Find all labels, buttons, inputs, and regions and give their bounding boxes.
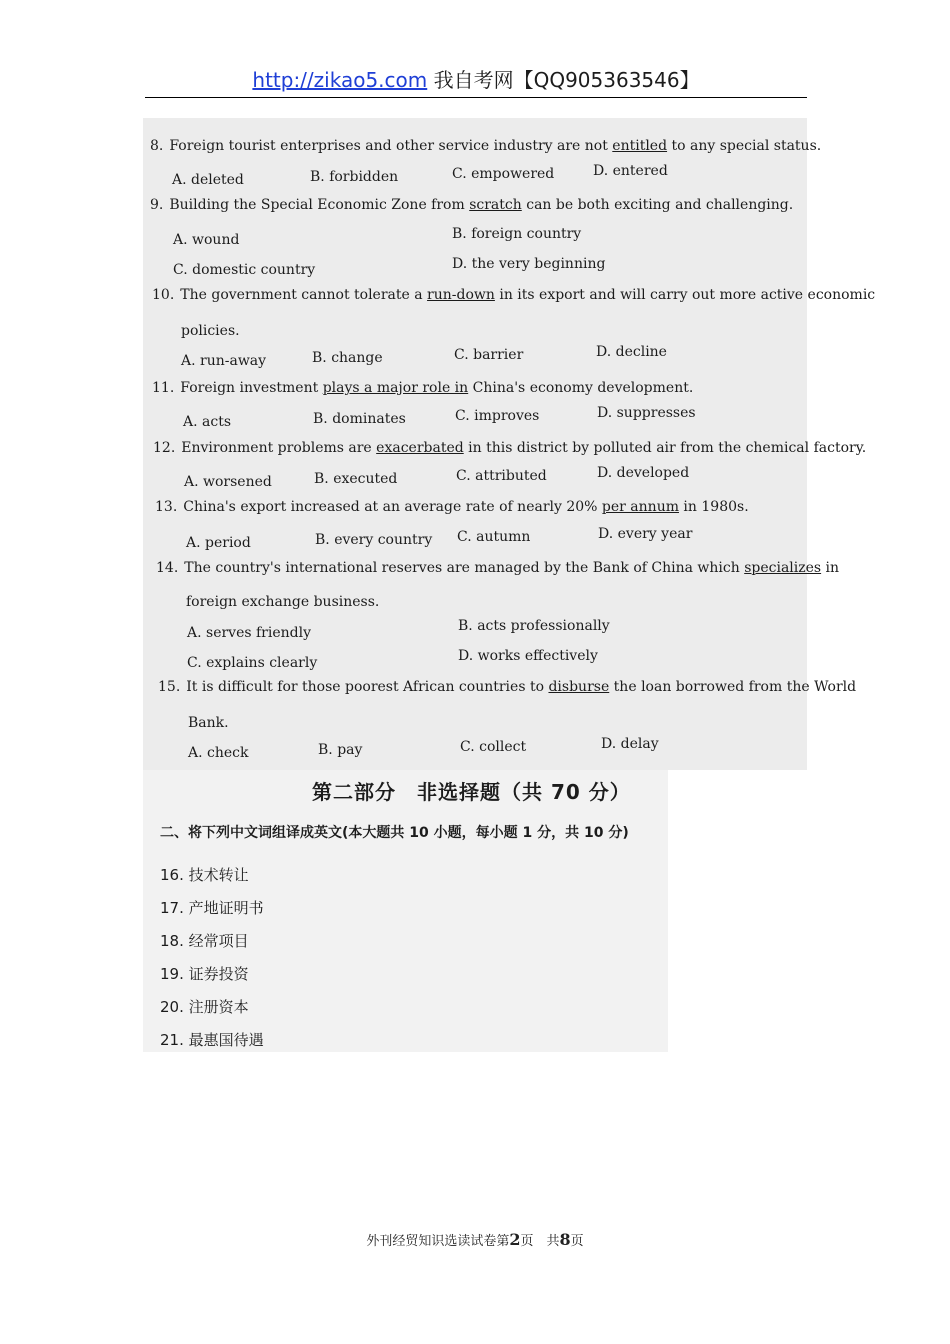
option: B. every country	[315, 532, 433, 548]
option: A. check	[188, 745, 249, 761]
site-name: 我自考网【QQ905363546】	[433, 68, 700, 92]
section-two-instructions: 二、将下列中文词组译成英文(本大题共 10 小题，每小题 1 分，共 10 分)	[160, 825, 629, 841]
option: A. wound	[173, 232, 240, 248]
page-header	[145, 64, 807, 96]
option: D. decline	[596, 344, 667, 360]
page-total: 8	[559, 1230, 571, 1249]
translation-item: 18. 经常项目	[160, 932, 249, 950]
question-13: 13. China's export increased at an average rate of nearly 20% per annum in 1980s.	[155, 499, 749, 515]
option: A. worsened	[184, 474, 272, 490]
option: A. acts	[183, 414, 232, 430]
option: D. the very beginning	[452, 256, 606, 272]
option: D. delay	[601, 736, 659, 752]
translation-item: 21. 最惠国待遇	[160, 1031, 264, 1049]
option: A. deleted	[172, 172, 244, 188]
question-15: 15. It is difficult for those poorest African countries to disburse the loan borrowed from the World	[158, 679, 857, 695]
key-word: specializes	[744, 560, 822, 576]
key-word: per annum	[601, 499, 679, 515]
translation-item: 19. 证券投资	[160, 965, 249, 983]
option: B. acts professionally	[458, 618, 610, 634]
option: C. explains clearly	[187, 655, 318, 671]
option: C. autumn	[457, 529, 531, 545]
page-number: 2	[509, 1230, 521, 1249]
question-11: 11. Foreign investment plays a major role in China's economy development.	[152, 380, 694, 396]
option: C. attributed	[456, 468, 547, 484]
option: B. pay	[318, 742, 363, 758]
question-12: 12. Environment problems are exacerbated in this district by polluted air from the chemical factory.	[153, 440, 867, 456]
translation-item: 16. 技术转让	[160, 866, 249, 884]
question-9: 9. Building the Special Economic Zone from scratch can be both exciting and challenging.	[150, 197, 794, 213]
question-14: 14. The country's international reserves are managed by the Bank of China which specializes in	[156, 560, 840, 576]
option: C. domestic country	[173, 262, 316, 278]
option: D. entered	[593, 163, 668, 179]
question-10: 10. The government cannot tolerate a run-down in its export and will carry out more active economic	[152, 287, 876, 303]
part-two-title: 第二部分 非选择题（共 70 分）	[312, 780, 631, 804]
option: A. period	[186, 535, 251, 551]
translation-item: 20. 注册资本	[160, 998, 249, 1016]
option: D. suppresses	[597, 405, 696, 421]
site-link[interactable]: http://zikao5.com	[252, 68, 428, 92]
question-10-continued: policies.	[181, 323, 240, 339]
option: C. improves	[455, 408, 540, 424]
key-word: entitled	[612, 138, 668, 154]
question-8: 8. Foreign tourist enterprises and other service industry are not entitled to any special status.	[150, 138, 822, 154]
option: A. run-away	[181, 353, 267, 369]
option: D. every year	[598, 526, 693, 542]
option: B. change	[312, 350, 383, 366]
key-word: scratch	[469, 197, 522, 213]
option: B. foreign country	[452, 226, 582, 242]
option: D. works effectively	[458, 648, 598, 664]
key-word: exacerbated	[376, 440, 464, 456]
key-word: disburse	[548, 679, 610, 695]
question-15-continued: Bank.	[188, 715, 229, 731]
option: B. dominates	[313, 411, 406, 427]
key-word: run-down	[427, 287, 495, 303]
page-footer: 外刊经贸知识选读试卷第2页 共8页	[366, 1230, 584, 1249]
option: D. developed	[597, 465, 690, 481]
header-rule	[145, 97, 807, 98]
option: C. empowered	[452, 166, 555, 182]
option: A. serves friendly	[187, 625, 312, 641]
option: B. executed	[314, 471, 398, 487]
key-word: plays a major role in	[322, 380, 469, 396]
question-14-continued: foreign exchange business.	[186, 594, 380, 610]
translation-item: 17. 产地证明书	[160, 899, 264, 917]
option: C. collect	[460, 739, 527, 755]
option: C. barrier	[454, 347, 524, 363]
option: B. forbidden	[310, 169, 399, 185]
